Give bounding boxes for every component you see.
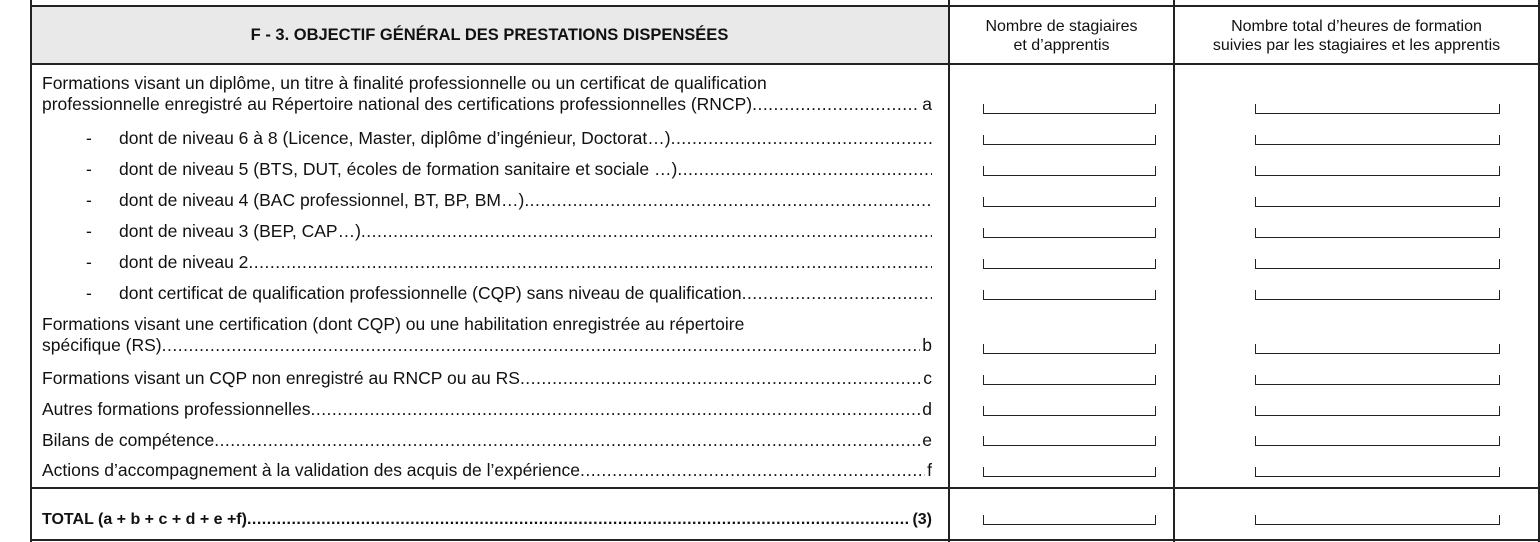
trainees-input-total[interactable] [983,515,1156,525]
trainees-input-e[interactable] [983,436,1156,446]
hours-input-level-2[interactable] [1255,259,1500,269]
row-cqp-no-level: - dont certificat de qualification professionnelle (CQP) sans niveau de qualification ..... [88,283,932,304]
column-header-trainees: Nombre de stagiaires et d’apprentis [985,17,1138,54]
hours-input-level-4[interactable] [1255,197,1500,207]
trainees-input-level-6-8[interactable] [983,135,1156,145]
hours-input-d[interactable] [1255,406,1500,416]
total-separator [30,487,1540,489]
column-divider-1 [948,0,950,542]
row-skills-assessment: Bilans de compétence ..... e [42,430,932,451]
column-divider-2 [1173,0,1175,542]
trainees-input-cqp[interactable] [983,290,1156,300]
row-other-training: Autres formations professionnelles ..... d [42,399,932,420]
row-level-5: - dont de niveau 5 (BTS, DUT, écoles de formation sanitaire et sociale …) ..... [88,159,932,180]
hours-input-total[interactable] [1255,515,1500,525]
hours-input-a[interactable] [1255,104,1500,114]
trainees-input-f[interactable] [983,467,1156,477]
trainees-input-a[interactable] [983,104,1156,114]
hours-input-b[interactable] [1255,344,1500,354]
trainees-input-level-5[interactable] [983,166,1156,176]
left-border [30,0,32,542]
hours-input-level-3[interactable] [1255,228,1500,238]
trainees-input-level-2[interactable] [983,259,1156,269]
hours-input-c[interactable] [1255,375,1500,385]
hours-input-cqp[interactable] [1255,290,1500,300]
hours-input-level-6-8[interactable] [1255,135,1500,145]
row-rs: Formations visant une certification (dont CQP) ou une habilitation enregistrée au répertoire spécifique (RS) ..... b [42,314,932,356]
row-level-6-8: - dont de niveau 6 à 8 (Licence, Master, diplôme d’ingénieur, Doctorat…) ..... [88,128,932,149]
section-title: F - 3. OBJECTIF GÉNÉRAL DES PRESTATIONS DISPENSÉES [250,26,729,44]
hours-input-level-5[interactable] [1255,166,1500,176]
hours-input-e[interactable] [1255,436,1500,446]
row-level-2: - dont de niveau 2 ..... [88,252,932,273]
column-header-hours: Nombre total d’heures de formation suivies par les stagiaires et les apprentis [1212,17,1501,54]
row-level-3: - dont de niveau 3 (BEP, CAP…) ..... [88,221,932,242]
row-cqp-non-registered: Formations visant un CQP non enregistré au RNCP ou au RS ..... c [42,368,932,389]
row-vae-support: Actions d’accompagnement à la validation des acquis de l’expérience ..... f [42,460,932,481]
hours-input-f[interactable] [1255,467,1500,477]
trainees-input-c[interactable] [983,375,1156,385]
row-total: TOTAL (a + b + c + d + e +f) ..... (3) [42,509,932,530]
trainees-input-b[interactable] [983,344,1156,354]
trainees-input-d[interactable] [983,406,1156,416]
trainees-input-level-4[interactable] [983,197,1156,207]
row-level-4: - dont de niveau 4 (BAC professionnel, BT, BP, BM…) ..... [88,190,932,211]
trainees-input-level-3[interactable] [983,228,1156,238]
bottom-border [30,539,1540,541]
row-rncp: Formations visant un diplôme, un titre à finalité professionnelle ou un certificat de qualification professionnelle enregistré au Répertoire national des certifications professionnelles (RNCP) ..... a [42,73,932,115]
